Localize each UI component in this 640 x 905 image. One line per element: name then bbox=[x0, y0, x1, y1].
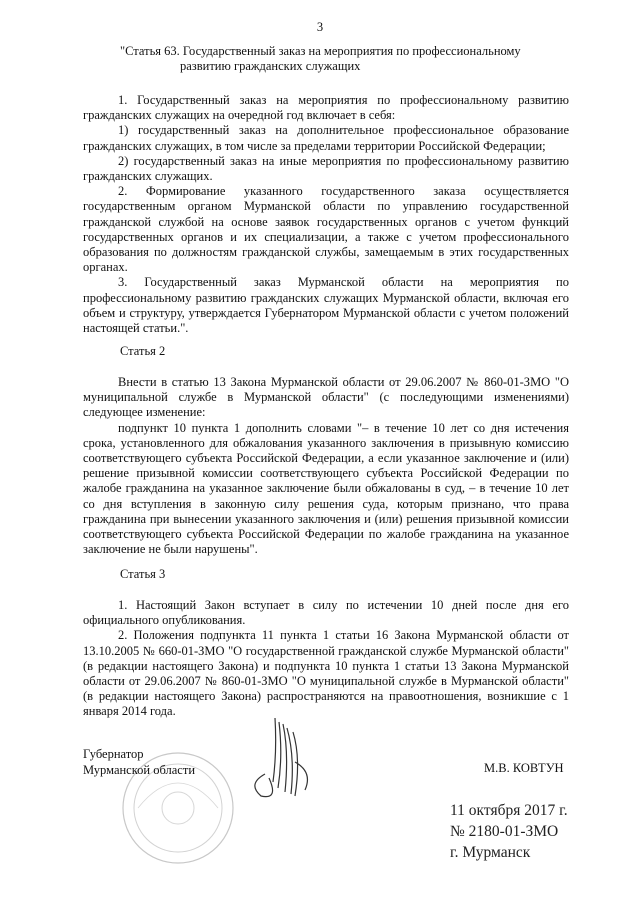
article-2-heading: Статья 2 bbox=[120, 344, 166, 358]
article-63-paragraph-2: 1) государственный заказ на дополнительное профессиональное образование гражданских служащих, в том числе за пределами территории Российской Федерации; bbox=[83, 123, 569, 153]
article-2-body bbox=[83, 375, 569, 557]
article-63-title-line2: развитию гражданских служащих bbox=[180, 59, 361, 73]
article-63-paragraph-3: 2) государственный заказ на иные мероприятия по профессиональному развитию гражданских служащих. bbox=[83, 153, 569, 184]
stamp-number: № 2180-01-ЗМО bbox=[450, 823, 559, 840]
registration-stamp bbox=[450, 800, 568, 863]
article-63-paragraph-1: 1. Государственный заказ на мероприятия по профессиональному развитию гражданских служащих на очередной год включает в себя: bbox=[83, 93, 569, 123]
article-3-heading: Статья 3 bbox=[120, 567, 166, 581]
article-63-title bbox=[120, 44, 590, 74]
signatory-name: М.В. КОВТУН bbox=[484, 761, 564, 775]
signature-position bbox=[83, 746, 195, 778]
stamp-date: 11 октября 2017 г. bbox=[450, 802, 568, 819]
article-3-body bbox=[83, 598, 569, 720]
article-63-body bbox=[83, 93, 569, 336]
article-63-paragraph-4: 2. Формирование указанного государственного заказа осуществляется государственным органом Мурманской области по управлению государственной гражданской службой на основе заявок государственных органов с учетом функций государственных органов и их специализации, а также с учетом профессионального образования по должностям гражданской службы, замещаемым в этих государственных органах. bbox=[83, 184, 569, 275]
stamp-city: г. Мурманск bbox=[450, 844, 531, 861]
handwritten-signature-icon bbox=[235, 712, 325, 802]
article-3-paragraph-2: 2. Положения подпункта 11 пункта 1 статьи 16 Закона Мурманской области от 13.10.2005 № 660-01-ЗМО "О государственной гражданской службе Мурманской области" (в редакции настоящего Закона) и подпункта 10 пункта 1 статьи 13 Закона Мурманской области от 29.06.2007 № 860-01-ЗМО "О муниципальной службе в Мурманской области" (в редакции настоящего Закона) распространяются на правоотношения, возникшие с 1 января 2014 года. bbox=[83, 628, 569, 719]
article-63-paragraph-5: 3. Государственный заказ Мурманской области на мероприятия по профессиональному развитию гражданских служащих Мурманской области, включая его объем и структуру, утверждается Губернатором Мурманской области с учетом положений настоящей статьи.". bbox=[83, 275, 569, 336]
article-3-paragraph-1: 1. Настоящий Закон вступает в силу по истечении 10 дней после дня его официального опубликования. bbox=[83, 598, 569, 628]
article-63-title-line1: "Статья 63. Государственный заказ на мероприятия по профессиональному bbox=[120, 44, 521, 58]
signature-position-line2: Мурманской области bbox=[83, 763, 196, 777]
page-number: 3 bbox=[316, 20, 324, 34]
article-2-paragraph-1: Внести в статью 13 Закона Мурманской области от 29.06.2007 № 860-01-ЗМО "О муниципальной службе в Мурманской области" (с последующими изменениями) следующее изменение: bbox=[83, 375, 569, 420]
signature-position-line1: Губернатор bbox=[83, 747, 144, 761]
article-2-paragraph-2: подпункт 10 пункта 1 дополнить словами "– в течение 10 лет со дня истечения срока, установленного для обжалования указанного заключения в призывную комиссию соответствующего субъекта Российской Федерации, а если указанное заключение и (или) решение призывной комиссии соответствующего субъекта Российской Федерации по жалобе гражданина на указанное заключение были обжалованы в суд, – в течение 10 лет со дня вступления в законную силу решения суда, которым признано, что права гражданина при вынесении указанного заключения и (или) решения призывной комиссии соответствующего субъекта Российской Федерации по жалобе гражданина на указанное заключение не были нарушены". bbox=[83, 420, 569, 557]
